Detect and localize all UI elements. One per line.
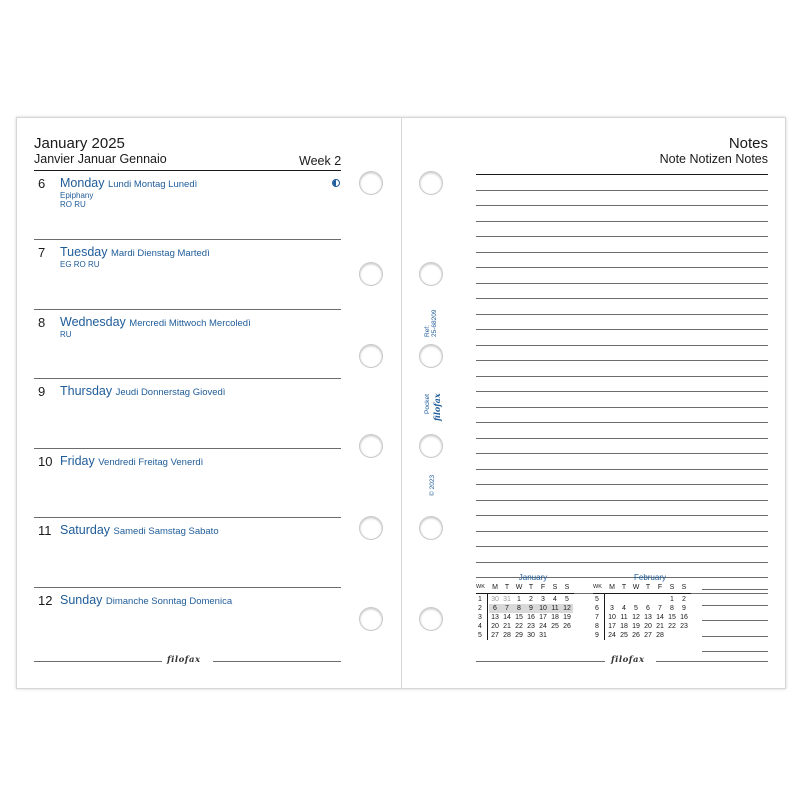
week-number: 6 xyxy=(595,605,599,612)
mini-calendar-day: 14 xyxy=(503,614,511,621)
day-name xyxy=(60,523,219,537)
day-block[interactable] xyxy=(34,454,341,516)
note-line xyxy=(476,329,768,330)
day-divider xyxy=(34,378,341,379)
punch-hole xyxy=(419,434,443,458)
week-number: 3 xyxy=(478,614,482,621)
vertical-filofax-logo: filofax xyxy=(432,393,442,421)
mini-calendar-day: 12 xyxy=(632,614,640,621)
mini-calendar-day: 1 xyxy=(517,596,521,603)
note-line xyxy=(476,391,768,392)
day-name-translations: Lundi Montag Lunedì xyxy=(107,179,198,190)
mini-calendar-day: 31 xyxy=(539,632,547,639)
day-number: 8 xyxy=(38,315,46,330)
mini-calendar-day: 16 xyxy=(680,614,688,621)
mini-calendar-day: 23 xyxy=(527,623,535,630)
notes-subtitle: Note Notizen Notes xyxy=(659,152,768,166)
day-number: 12 xyxy=(38,593,53,608)
note-line xyxy=(476,438,768,439)
mini-calendar-day: 13 xyxy=(491,614,499,621)
mini-calendar-week xyxy=(476,622,580,631)
mini-calendar-day: 11 xyxy=(549,604,561,613)
first-quarter-moon-icon xyxy=(332,179,340,187)
day-block[interactable] xyxy=(34,245,341,307)
mini-calendar-day: 12 xyxy=(561,604,573,613)
week-number: 4 xyxy=(478,623,482,630)
punch-hole xyxy=(359,607,383,631)
mini-calendar-rule xyxy=(476,593,574,594)
day-block[interactable] xyxy=(34,593,341,655)
day-note: RO RU xyxy=(60,200,86,209)
weekday-header: S xyxy=(564,584,570,591)
day-name xyxy=(60,454,203,468)
mini-calendar-day: 4 xyxy=(622,605,626,612)
note-line-short xyxy=(702,589,768,590)
note-line xyxy=(476,453,768,454)
day-block[interactable] xyxy=(34,523,341,585)
weekday-header: F xyxy=(540,584,546,591)
note-line-short xyxy=(702,620,768,621)
mini-calendar-day: 8 xyxy=(513,604,525,613)
mini-calendar-month: February xyxy=(633,573,666,582)
weekday-header: T xyxy=(504,584,510,591)
day-name-label: Thursday xyxy=(60,384,113,398)
note-line xyxy=(476,422,768,423)
note-line xyxy=(476,376,768,377)
mini-calendar-day: 22 xyxy=(668,623,676,630)
mini-calendar-day: 26 xyxy=(632,632,640,639)
week-number: 9 xyxy=(595,632,599,639)
punch-hole xyxy=(419,171,443,195)
mini-calendar-day: 23 xyxy=(680,623,688,630)
weekday-header: W xyxy=(632,584,640,591)
week-number: 7 xyxy=(595,614,599,621)
mini-calendar-day: 3 xyxy=(541,596,545,603)
day-divider xyxy=(34,239,341,240)
day-number: 10 xyxy=(38,454,53,469)
mini-calendar-day: 28 xyxy=(503,632,511,639)
mini-calendar-day: 3 xyxy=(610,605,614,612)
day-name xyxy=(60,245,210,259)
note-line xyxy=(476,500,768,501)
mini-calendar-day: 14 xyxy=(656,614,664,621)
day-number: 11 xyxy=(38,523,52,538)
punch-hole xyxy=(419,262,443,286)
mini-calendar-week xyxy=(476,595,580,604)
day-name-label: Saturday xyxy=(60,523,111,537)
note-line xyxy=(476,174,768,175)
mini-calendar-week xyxy=(593,613,697,622)
notes-title: Notes xyxy=(728,135,768,152)
ref-label: Ref: xyxy=(424,325,431,337)
note-line-short xyxy=(702,651,768,652)
mini-calendar-february xyxy=(593,573,697,643)
filofax-logo: filofax xyxy=(611,655,645,665)
week-page xyxy=(17,118,400,688)
mini-calendar-day: 20 xyxy=(644,623,652,630)
mini-calendar-day: 10 xyxy=(608,614,616,621)
day-divider xyxy=(34,309,341,310)
note-line xyxy=(476,484,768,485)
mini-calendar-week xyxy=(593,622,697,631)
mini-calendar-day: 22 xyxy=(515,623,523,630)
mini-calendar-day: 7 xyxy=(501,604,513,613)
mini-calendar-month: January xyxy=(518,573,548,582)
note-line xyxy=(476,360,768,361)
day-name-label: Friday xyxy=(60,454,95,468)
day-block[interactable] xyxy=(34,315,341,377)
day-divider xyxy=(34,517,341,518)
note-line xyxy=(476,221,768,222)
day-name-translations: Jeudi Donnerstag Giovedì xyxy=(115,387,226,398)
mini-calendar-day: 28 xyxy=(656,632,664,639)
day-divider xyxy=(34,587,341,588)
day-name xyxy=(60,384,225,398)
weekday-header: T xyxy=(528,584,534,591)
weekday-header: S xyxy=(552,584,558,591)
day-note: RU xyxy=(60,330,72,339)
mini-calendar-day: 8 xyxy=(670,605,674,612)
punch-hole xyxy=(359,434,383,458)
day-number: 6 xyxy=(38,176,46,191)
mini-calendar-day: 18 xyxy=(551,614,559,621)
mini-calendar-day: 24 xyxy=(539,623,547,630)
mini-calendar-day: 31 xyxy=(503,596,511,603)
week-number: 1 xyxy=(478,596,482,603)
day-number: 9 xyxy=(38,384,46,399)
day-name-translations: Dimanche Sonntag Domenica xyxy=(105,596,233,607)
mini-calendar-day: 27 xyxy=(644,632,652,639)
ref-code: 25-68209 xyxy=(431,309,438,337)
week-label: Week 2 xyxy=(299,154,342,168)
notes-page xyxy=(401,118,786,688)
mini-calendar-day: 21 xyxy=(656,623,664,630)
day-name-translations: Vendredi Freitag Venerdì xyxy=(98,457,204,468)
punch-hole xyxy=(359,262,383,286)
day-name xyxy=(60,593,232,607)
week-number: 5 xyxy=(478,632,482,639)
weekday-header: S xyxy=(681,584,687,591)
mini-calendar-day: 30 xyxy=(527,632,535,639)
mini-calendar-day: 5 xyxy=(565,596,569,603)
mini-calendar-day: 27 xyxy=(491,632,499,639)
note-line xyxy=(476,469,768,470)
footer-rule-right xyxy=(213,661,341,662)
mini-calendar-day: 19 xyxy=(563,614,571,621)
mini-calendar-day: 17 xyxy=(608,623,616,630)
punch-hole xyxy=(419,516,443,540)
note-line-short xyxy=(702,605,768,606)
note-line-short xyxy=(702,636,768,637)
mini-calendar-day: 9 xyxy=(682,605,686,612)
mini-calendar-day: 13 xyxy=(644,614,652,621)
mini-calendar-day: 19 xyxy=(632,623,640,630)
mini-calendar-day: 15 xyxy=(668,614,676,621)
note-line xyxy=(476,267,768,268)
filofax-logo: filofax xyxy=(167,655,201,665)
note-line xyxy=(476,407,768,408)
note-line xyxy=(476,298,768,299)
mini-calendar-day: 25 xyxy=(620,632,628,639)
punch-hole xyxy=(359,516,383,540)
header-rule xyxy=(34,170,341,171)
day-name-label: Sunday xyxy=(60,593,103,607)
month-title: January 2025 xyxy=(34,135,125,152)
mini-calendar-day: 15 xyxy=(515,614,523,621)
mini-calendar-day: 4 xyxy=(553,596,557,603)
note-line xyxy=(476,190,768,191)
day-note: EG RO RU xyxy=(60,260,100,269)
mini-calendar-day: 21 xyxy=(503,623,511,630)
note-line xyxy=(476,515,768,516)
day-divider xyxy=(34,448,341,449)
copyright: © 2023 xyxy=(429,474,436,496)
mini-calendar-day: 6 xyxy=(489,604,501,613)
weekday-header: T xyxy=(645,584,651,591)
mini-calendar-week xyxy=(593,604,697,613)
mini-calendar-day: 2 xyxy=(682,596,686,603)
footer-rule-right xyxy=(656,661,768,662)
day-name xyxy=(60,315,251,329)
mini-calendar-week xyxy=(593,595,697,604)
mini-calendar-day: 11 xyxy=(620,614,628,621)
note-line xyxy=(476,314,768,315)
mini-calendar-day: 16 xyxy=(527,614,535,621)
mini-calendar-day: 2 xyxy=(529,596,533,603)
day-block[interactable] xyxy=(34,384,341,446)
planner-spread xyxy=(16,117,786,689)
punch-hole xyxy=(359,171,383,195)
weekday-header: T xyxy=(621,584,627,591)
weekday-header: WK xyxy=(476,584,485,590)
mini-calendar-day: 18 xyxy=(620,623,628,630)
mini-calendar-header xyxy=(476,583,580,592)
mini-calendar-day: 29 xyxy=(515,632,523,639)
note-line xyxy=(476,531,768,532)
mini-calendar-week xyxy=(476,631,580,640)
weekday-header: F xyxy=(657,584,663,591)
size-label: Pocket xyxy=(424,394,431,414)
mini-calendar-day: 9 xyxy=(525,604,537,613)
mini-calendar-header xyxy=(593,583,697,592)
day-name-translations: Mardi Dienstag Martedì xyxy=(110,248,210,259)
note-line xyxy=(476,236,768,237)
note-line xyxy=(476,562,768,563)
punch-hole xyxy=(359,344,383,368)
day-block[interactable] xyxy=(34,176,341,238)
mini-calendar-day: 17 xyxy=(539,614,547,621)
mini-calendar-day: 7 xyxy=(658,605,662,612)
footer-rule-left xyxy=(476,661,605,662)
mini-calendar-week xyxy=(476,604,580,613)
weekday-header: W xyxy=(515,584,523,591)
weekday-header: WK xyxy=(593,584,602,590)
mini-calendar-rule xyxy=(593,593,691,594)
punch-hole xyxy=(419,344,443,368)
week-number: 8 xyxy=(595,623,599,630)
day-name-label: Tuesday xyxy=(60,245,108,259)
note-line xyxy=(476,252,768,253)
mini-calendar-week xyxy=(476,613,580,622)
mini-calendar-day: 5 xyxy=(634,605,638,612)
mini-calendar-day: 6 xyxy=(646,605,650,612)
day-name-label: Monday xyxy=(60,176,105,190)
note-line xyxy=(476,546,768,547)
mini-calendar-day: 1 xyxy=(670,596,674,603)
weekday-header: M xyxy=(492,584,498,591)
mini-calendar-january xyxy=(476,573,580,643)
note-line xyxy=(476,205,768,206)
week-number: 2 xyxy=(478,605,482,612)
week-number: 5 xyxy=(595,596,599,603)
day-name-translations: Mercredi Mittwoch Mercoledì xyxy=(129,318,251,329)
mini-calendar-day: 24 xyxy=(608,632,616,639)
mini-calendar-day: 10 xyxy=(537,604,549,613)
day-number: 7 xyxy=(38,245,46,260)
day-name-translations: Samedi Samstag Sabato xyxy=(113,526,219,537)
note-line xyxy=(476,283,768,284)
weekday-header: M xyxy=(609,584,615,591)
mini-calendar-day: 30 xyxy=(491,596,499,603)
mini-calendar-day: 25 xyxy=(551,623,559,630)
day-name xyxy=(60,176,197,190)
day-name-label: Wednesday xyxy=(60,315,126,329)
weekday-header: S xyxy=(669,584,675,591)
mini-calendar-day: 20 xyxy=(491,623,499,630)
mini-calendar-week xyxy=(593,631,697,640)
month-subtitle: Janvier Januar Gennaio xyxy=(34,152,167,166)
mini-calendar-day: 26 xyxy=(563,623,571,630)
footer-rule-left xyxy=(34,661,162,662)
punch-hole xyxy=(419,607,443,631)
day-note: Epiphany xyxy=(60,191,94,200)
note-line xyxy=(476,345,768,346)
